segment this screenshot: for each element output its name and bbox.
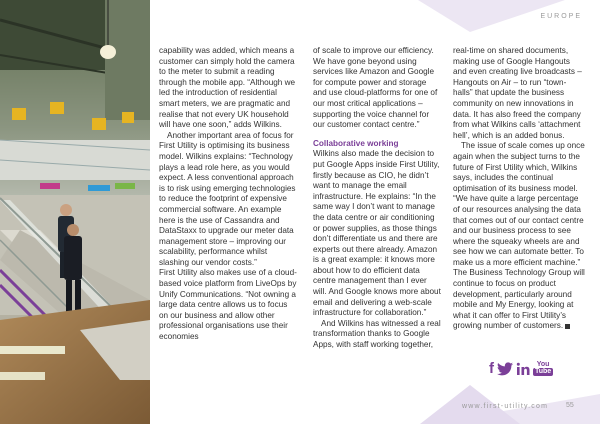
spacer	[313, 131, 441, 139]
paragraph: Wilkins also made the decision to put Google Apps inside First Utility, firstly because as CIO, he didn’t want to manage the email infrastructure. He explains: “In the same way I don’t want to manage the data centre or air conditioning or power supplies, as those things don’t differentiate us and there are experts out there already. Amazon is a great example: it knows more about how to do efficient data centre management than I ever will. And Google knows more about email and delivering a web-scale infrastructure for collaboration.”	[313, 149, 441, 318]
paragraph: real-time on shared documents, making use of Google Hangouts and even creating live broadcasts – Hangouts on Air – to run “town-halls” that update the business community on new innovations in data. It has also freed the company from what Wilkins calls ‘attachment hell’, which is an added bonus.	[453, 46, 582, 140]
paragraph-last	[453, 141, 585, 332]
end-mark-icon	[565, 324, 570, 329]
article-column-2	[313, 46, 441, 351]
page-number: 55	[566, 402, 574, 409]
article-column-1	[159, 46, 297, 343]
facebook-icon[interactable]: f	[489, 360, 494, 377]
section-label: EUROPE	[540, 13, 582, 20]
youtube-you-text: You	[536, 361, 550, 368]
paragraph-text: The issue of scale comes up once again when the subject turns to the future of First Utility which, Wilkins says, includes the continual optimisation of its business model. “We have quite a large percentage of our resources analysing the data that comes out of our contact centre and our business process to see where the squeaky wheels are and see how we can automate better. To make us a more efficient machine.” The Business Technology Group will continue to focus on product development, particularly around mobile and My Energy, looking at what it can offer to First Utility’s growing number of customers.	[453, 141, 585, 331]
youtube-icon[interactable]	[533, 361, 553, 376]
paragraph: First Utility also makes use of a cloud-based voice platform from LiveOps by Unify Communications. “Not owning a large data centre allows us to focus on our business and allow other professional organisations use their economies	[159, 268, 297, 342]
article-column-3	[453, 46, 585, 332]
footer-url[interactable]: www.first-utility.com	[462, 403, 549, 410]
subheading: Collaborative working	[313, 138, 399, 148]
linkedin-icon[interactable]	[516, 362, 530, 376]
article-photo	[0, 0, 150, 424]
paragraph: And Wilkins has witnessed a real transformation thanks to Google Apps, with staff working together,	[313, 318, 441, 350]
paragraph: of scale to improve our efficiency. We have gone beyond using services like Amazon and Google for compute power and storage and use cloud-platforms for one of our most critical applications – supporting the voice channel for our customer contact centre.”	[313, 46, 438, 130]
youtube-tube-text: Tube	[535, 368, 552, 375]
twitter-icon[interactable]	[497, 362, 513, 376]
social-icons	[489, 361, 553, 376]
paragraph: capability was added, which means a customer can simply hold the camera to the meter to submit a reading through the mobile app. “Although we led the introduction of residential smart meters, we are pragmatic and realise that not every UK household will have one soon,” adds Wilkins.	[159, 46, 296, 130]
paragraph: Another important area of focus for First Utility is optimising its business model. Wilkins explains: “Technology plays a lead role here, as you would expect. A less conventional approach is to risk using emerging technologies to reduce the footprint of expensive commercial software. An example here is the use of Cassandra and DataStaxx to upgrade our meter data management store – improving our scalability, performance whilst slashing our vendor costs.”	[159, 130, 296, 267]
